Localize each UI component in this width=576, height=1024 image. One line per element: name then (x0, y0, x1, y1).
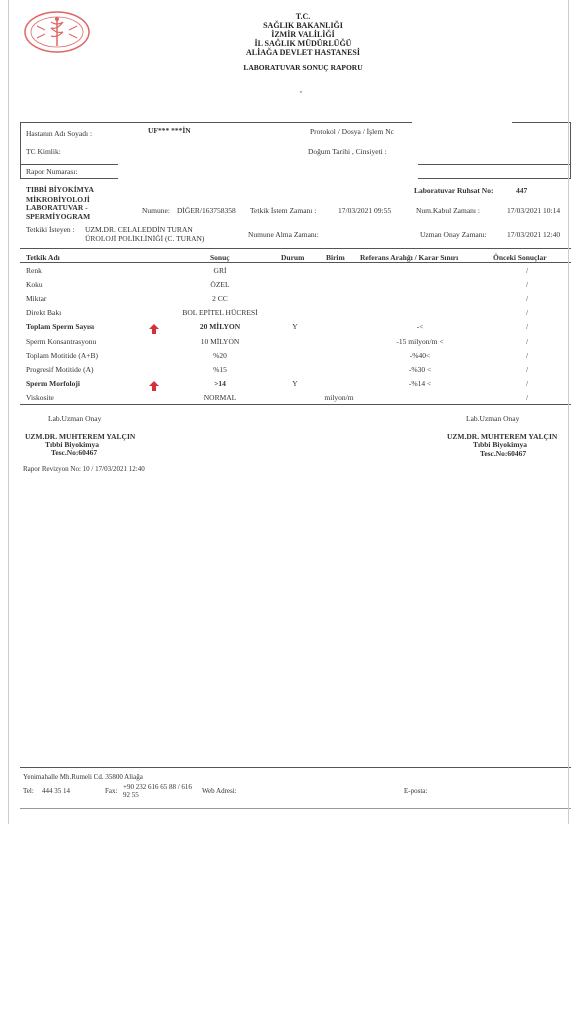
row-result: GRİ (213, 266, 227, 275)
left-sign-tesc: Tesc.No:60467 (51, 448, 98, 457)
dept-micro: MİKROBİYOLOJİ (26, 195, 90, 204)
header-ministry: SAĞLIK BAKANLIĞI (263, 21, 343, 30)
accept-time-value: 17/03/2021 10:14 (507, 206, 561, 215)
row-prev: / (525, 378, 529, 388)
row-status: Y (292, 322, 298, 332)
row-prev: / (525, 266, 529, 275)
right-sign-name: UZM.DR. MUHTEREM YALÇIN (447, 432, 558, 441)
footer-address: Yenimahalle Mh.Rumeli Cd. 35800 Aliağa (23, 773, 143, 781)
row-ref: -%40< (409, 350, 431, 360)
dept-lab: LABORATUVAR - (26, 203, 88, 212)
row-result: %15 (213, 364, 227, 374)
row-test-name: Viskosite (26, 392, 54, 402)
request-time-value: 17/03/2021 09:55 (338, 206, 392, 215)
accept-time-label: Num.Kabul Zamanı : (416, 206, 480, 215)
approve-time-label: Uzman Onay Zamanı: (420, 230, 487, 239)
row-result: 2 CC (212, 294, 228, 304)
row-ref: -%14 < (408, 378, 432, 388)
footer-fax-value1: +90 232 616 65 88 / 616 (123, 783, 192, 791)
footer-web-label: Web Adresi: (202, 787, 237, 795)
row-ref: -15 milyon/m < (396, 336, 444, 346)
right-sign-dept: Tıbbi Biyokimya (473, 440, 527, 449)
row-result: %20 (213, 350, 227, 360)
report-no-label: Rapor Numarası: (26, 167, 78, 176)
table-header-3: Birim (326, 253, 345, 262)
row-test-name: Toplam Motitide (A+B) (26, 350, 99, 360)
header-directorate: İL SAĞLIK MÜDÜRLÜĞÜ (254, 39, 352, 48)
row-unit: milyon/m (324, 392, 354, 402)
header-tc: T.C. (295, 12, 311, 21)
sample-value: DİĞER/163758358 (177, 206, 236, 215)
row-result: >14 (214, 378, 226, 388)
arrow-up-icon (149, 321, 159, 331)
protocol-label: Protokol / Dosya / İşlem Nc (310, 127, 394, 136)
header-dot: , (300, 85, 302, 94)
footer-tel-label: Tel: (23, 787, 34, 795)
license-value: 447 (516, 186, 528, 195)
arrow-up-icon (149, 378, 159, 388)
request-time-label: Tetkik İstem Zamanı : (250, 206, 317, 215)
row-prev: / (525, 364, 529, 374)
row-test-name: Progresif Motitide (A) (26, 364, 94, 374)
right-sign-tesc: Tesc.No:60467 (480, 449, 527, 458)
row-test-name: Miktar (26, 294, 47, 304)
row-result: 10 MİLYON (200, 336, 240, 346)
revision-info: Rapor Revizyon No: 10 / 17/03/2021 12:40 (23, 465, 145, 473)
row-prev: / (525, 336, 529, 346)
collect-time-label: Numune Alma Zamanı: (248, 230, 319, 239)
row-prev: / (525, 294, 529, 304)
footer-tel-value: 444 35 14 (42, 787, 70, 795)
table-header-2: Durum (281, 253, 305, 262)
approve-time-value: 17/03/2021 12:40 (507, 230, 561, 239)
footer-email-label: E-posta: (404, 787, 428, 795)
requester-label: Tetkiki İsteyen : (26, 225, 75, 234)
table-header-5: Önceki Sonuçlar (493, 253, 547, 262)
table-header-1: Sonuç (210, 253, 230, 262)
requester-doctor: UZM.DR. CELALEDDİN TURAN (85, 225, 193, 234)
row-prev: / (525, 322, 529, 332)
row-prev: / (525, 280, 529, 290)
header-hospital: ALİAĞA DEVLET HASTANESİ (246, 48, 360, 57)
row-ref: -< (416, 322, 424, 332)
row-result: BOL EPİTEL HÜCRESİ (182, 308, 258, 318)
row-test-name: Renk (26, 266, 42, 275)
birth-label: Doğum Tarihi , Cinsiyeti : (308, 147, 387, 156)
row-result: NORMAL (203, 392, 237, 402)
left-sign-dept: Tıbbi Biyokimya (45, 440, 99, 449)
patient-name-label: Hastanın Adı Soyadı : (26, 129, 93, 138)
report-title: LABORATUVAR SONUÇ RAPORU (243, 63, 363, 72)
sample-label: Numune: (142, 206, 170, 215)
dept-biochem: TIBBİ BİYOKİMYA (26, 185, 94, 194)
row-test-name: Sperm Morfoloji (26, 378, 80, 388)
dept-spermiogram: SPERMİYOGRAM (26, 212, 91, 221)
header-governorship: İZMİR VALİLİĞİ (271, 30, 335, 39)
footer-fax-value2: 92 55 (123, 791, 139, 799)
row-result: 20 MİLYON (199, 322, 241, 332)
row-prev: / (525, 308, 529, 318)
row-prev: / (525, 350, 529, 360)
row-test-name: Sperm Konsantrasyonu (26, 336, 97, 346)
row-prev: / (525, 392, 529, 402)
footer-fax-label: Fax: (105, 787, 118, 795)
left-sign-title: Lab.Uzman Onay (48, 414, 102, 423)
row-test-name: Koku (26, 280, 43, 290)
row-test-name: Toplam Sperm Sayısı (26, 322, 95, 332)
row-status: Y (292, 378, 298, 388)
row-result: ÖZEL (210, 280, 230, 290)
tc-label: TC Kimlik: (26, 147, 61, 156)
license-label: Laboratuvar Ruhsat No: (414, 186, 494, 195)
blank-area (0, 824, 576, 1024)
row-ref: -%30 < (408, 364, 432, 374)
ministry-of-health-logo (23, 10, 91, 54)
right-sign-title: Lab.Uzman Onay (466, 414, 520, 423)
table-header-4: Referans Aralığı / Karar Sınırı (360, 253, 459, 262)
table-header-0: Tetkik Adı (26, 253, 60, 262)
patient-name-value: UF*** ***İN (148, 126, 191, 135)
requester-clinic: ÜROLOJİ POLİKLİNİĞİ (C. TURAN) (85, 234, 205, 243)
row-test-name: Direkt Bakı (26, 308, 62, 318)
left-sign-name: UZM.DR. MUHTEREM YALÇIN (25, 432, 136, 441)
